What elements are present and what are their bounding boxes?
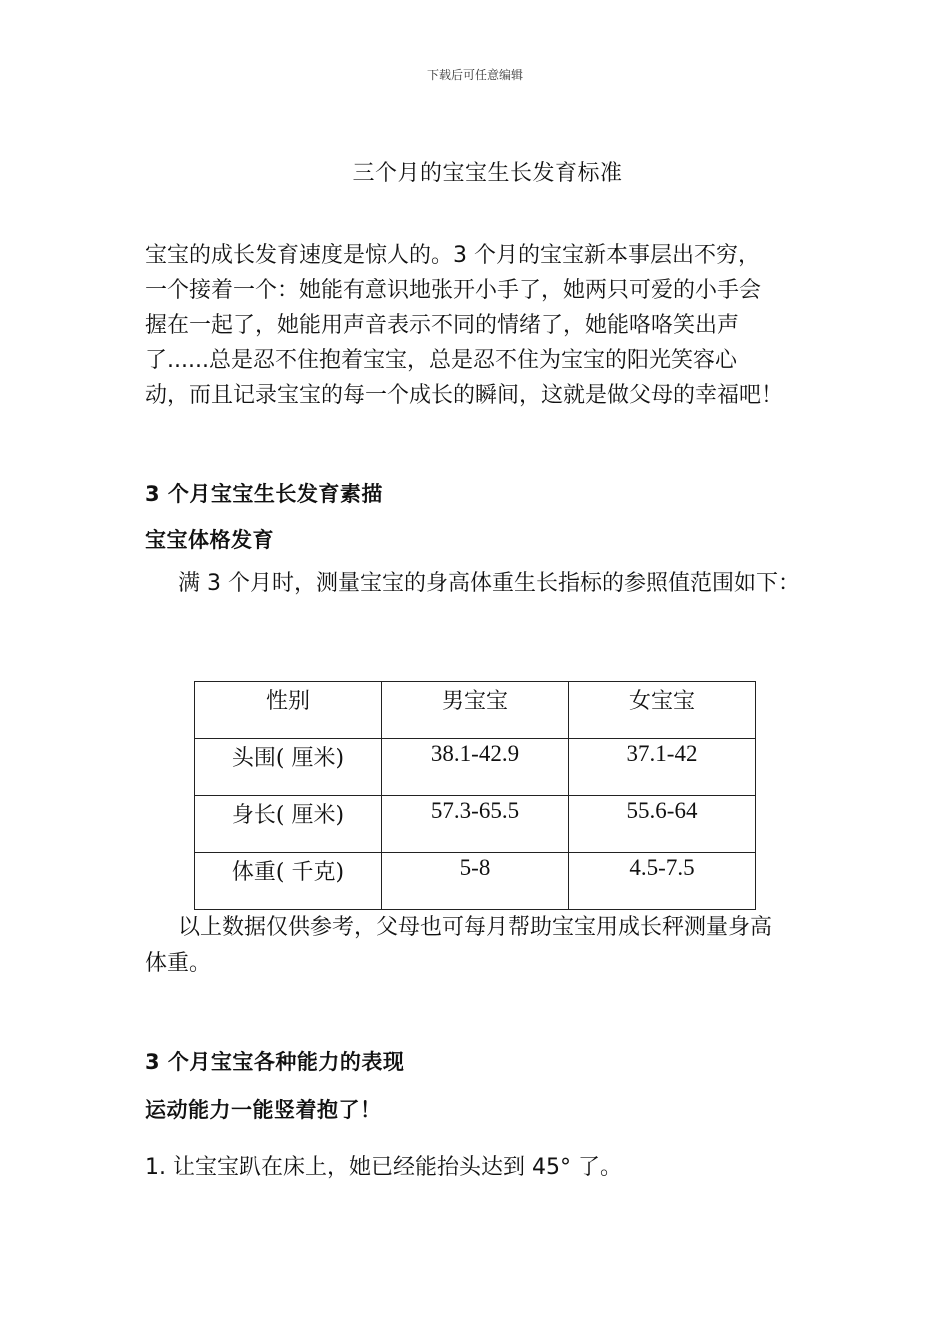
intro-paragraph xyxy=(145,238,825,413)
header-cell-boy: 男宝宝 xyxy=(382,682,569,739)
boy-value: 5-8 xyxy=(382,853,569,910)
girl-value: 4.5-7.5 xyxy=(569,853,756,910)
table-row xyxy=(195,796,756,853)
table-row xyxy=(195,739,756,796)
boy-value: 38.1-42.9 xyxy=(382,739,569,796)
note-line: 体重。 xyxy=(145,951,212,976)
header-cell-girl: 女宝宝 xyxy=(569,682,756,739)
intro-line: 了......总是忍不住抱着宝宝，总是忍不住为宝宝的阳光笑容心 xyxy=(145,348,737,373)
intro-line: 握在一起了，她能用声音表示不同的情绪了，她能咯咯笑出声 xyxy=(145,313,740,338)
subheading-physical: 宝宝体格发育 xyxy=(145,528,274,552)
row-label: 身长( 厘米) xyxy=(195,796,382,853)
table-lead-text: 满 3 个月时，测量宝宝的身高体重生长指标的参照值范围如下： xyxy=(178,571,800,596)
girl-value: 55.6-64 xyxy=(569,796,756,853)
growth-reference-table xyxy=(194,681,756,910)
table-header-row xyxy=(195,682,756,739)
table-row xyxy=(195,853,756,910)
list-item: 1. 让宝宝趴在床上，她已经能抬头达到 45° 了。 xyxy=(145,1155,622,1180)
intro-line: 一个接着一个：她能有意识地张开小手了，她两只可爱的小手会 xyxy=(145,278,762,303)
table-note xyxy=(145,910,825,982)
row-label: 体重( 千克) xyxy=(195,853,382,910)
intro-line: 宝宝的成长发育速度是惊人的。3 个月的宝宝新本事层出不穷， xyxy=(145,243,760,268)
subheading-motor: 运动能力一能竖着抱了！ xyxy=(145,1098,382,1122)
boy-value: 57.3-65.5 xyxy=(382,796,569,853)
row-label: 头围( 厘米) xyxy=(195,739,382,796)
section-heading-abilities: 3 个月宝宝各种能力的表现 xyxy=(145,1050,405,1074)
girl-value: 37.1-42 xyxy=(569,739,756,796)
header-note: 下载后可任意编辑 xyxy=(426,68,523,82)
document-title: 三个月的宝宝生长发育标准 xyxy=(352,161,623,186)
note-line: 以上数据仅供参考，父母也可每月帮助宝宝用成长秤测量身高 xyxy=(178,915,773,940)
intro-line: 动，而且记录宝宝的每一个成长的瞬间，这就是做父母的幸福吧！ xyxy=(145,383,784,408)
section-heading-growth: 3 个月宝宝生长发育素描 xyxy=(145,482,383,506)
header-cell-gender: 性别 xyxy=(195,682,382,739)
